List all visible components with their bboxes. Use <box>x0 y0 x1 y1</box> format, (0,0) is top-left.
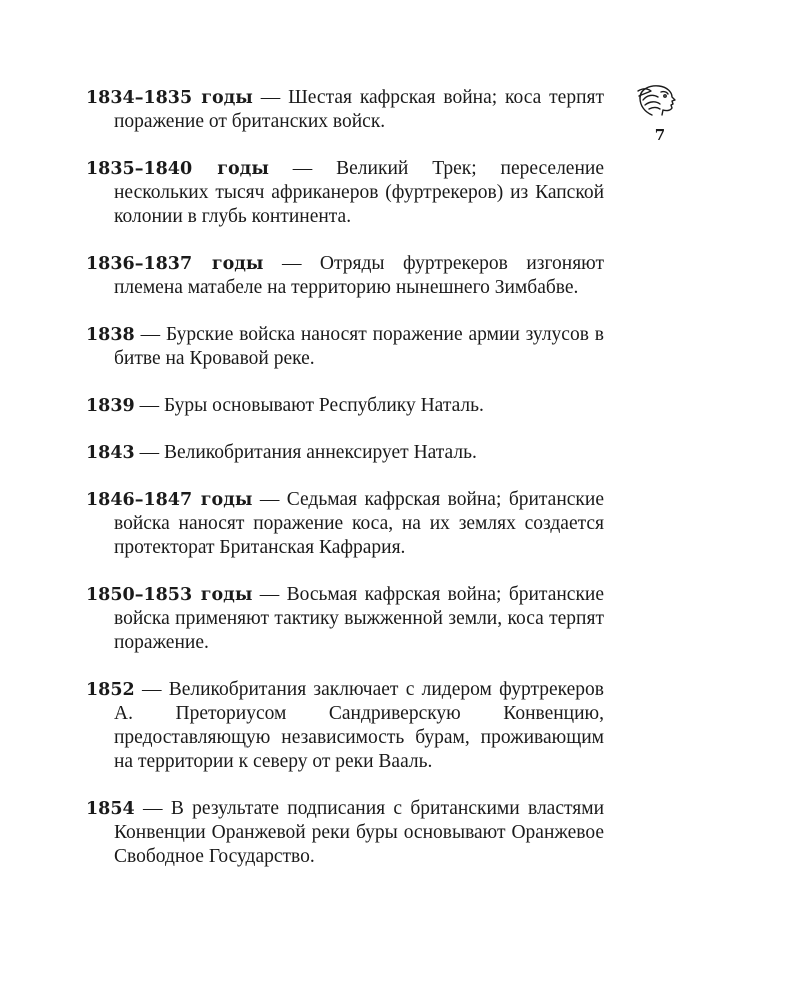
entry-text: — Шестая кафрская война; коса терпят поражение от британских войск. <box>114 87 604 132</box>
timeline-entry <box>86 583 604 655</box>
entry-date: 1852 <box>86 680 135 700</box>
entry-date: 1835–1840 годы <box>86 159 269 179</box>
entry-date: 1834–1835 годы <box>86 88 253 108</box>
entry-date: 1846–1847 годы <box>86 490 253 510</box>
timeline-entry <box>86 797 604 869</box>
entry-date: 1836–1837 годы <box>86 254 264 274</box>
entry-text: — Великобритания заключает с лидером фуртрекеров А. Преториусом Сандриверскую Конвенцию, предоставляющую независимость бурам, проживающим на территории к северу от реки Вааль. <box>114 679 604 772</box>
entry-text: — Великобритания аннексирует Наталь. <box>134 442 477 463</box>
entry-text: — Отряды фуртрекеров изгоняют племена матабеле на территорию нынешнего Зимбабве. <box>114 253 604 298</box>
timeline-entry <box>86 441 604 465</box>
timeline-entry <box>86 252 604 300</box>
timeline-entry <box>86 86 604 134</box>
entry-date: 1838 <box>86 325 135 345</box>
entry-date: 1850–1853 годы <box>86 585 253 605</box>
timeline-entry <box>86 157 604 229</box>
entry-text: — Буры основывают Республику Наталь. <box>134 395 484 416</box>
entry-text: — Седьмая кафрская война; британские войска наносят поражение коса, на их землях создается протекторат Британская Кафрария. <box>114 489 604 558</box>
entry-date: 1839 <box>86 396 135 416</box>
timeline-entry <box>86 323 604 371</box>
entry-date: 1854 <box>86 799 135 819</box>
timeline <box>86 86 604 869</box>
profile-head-icon <box>634 82 680 118</box>
entry-text: — Восьмая кафрская война; британские войска применяют тактику выжженной земли, коса терпят поражение. <box>114 584 605 653</box>
timeline-entry <box>86 678 604 774</box>
timeline-entry <box>86 488 604 560</box>
entry-text: — В результате подписания с британскими властями Конвенции Оранжевой реки буры основывают Оранжевое Свободное Государство. <box>114 798 604 867</box>
timeline-entry <box>86 394 604 418</box>
page-number: 7 <box>654 126 666 144</box>
entry-text: — Великий Трек; переселение нескольких тысяч африканеров (фуртрекеров) из Капской колонии в глубь континента. <box>114 158 604 227</box>
entry-date: 1843 <box>86 443 135 463</box>
entry-text: — Бурские войска наносят поражение армии зулусов в битве на Кровавой реке. <box>114 324 604 369</box>
